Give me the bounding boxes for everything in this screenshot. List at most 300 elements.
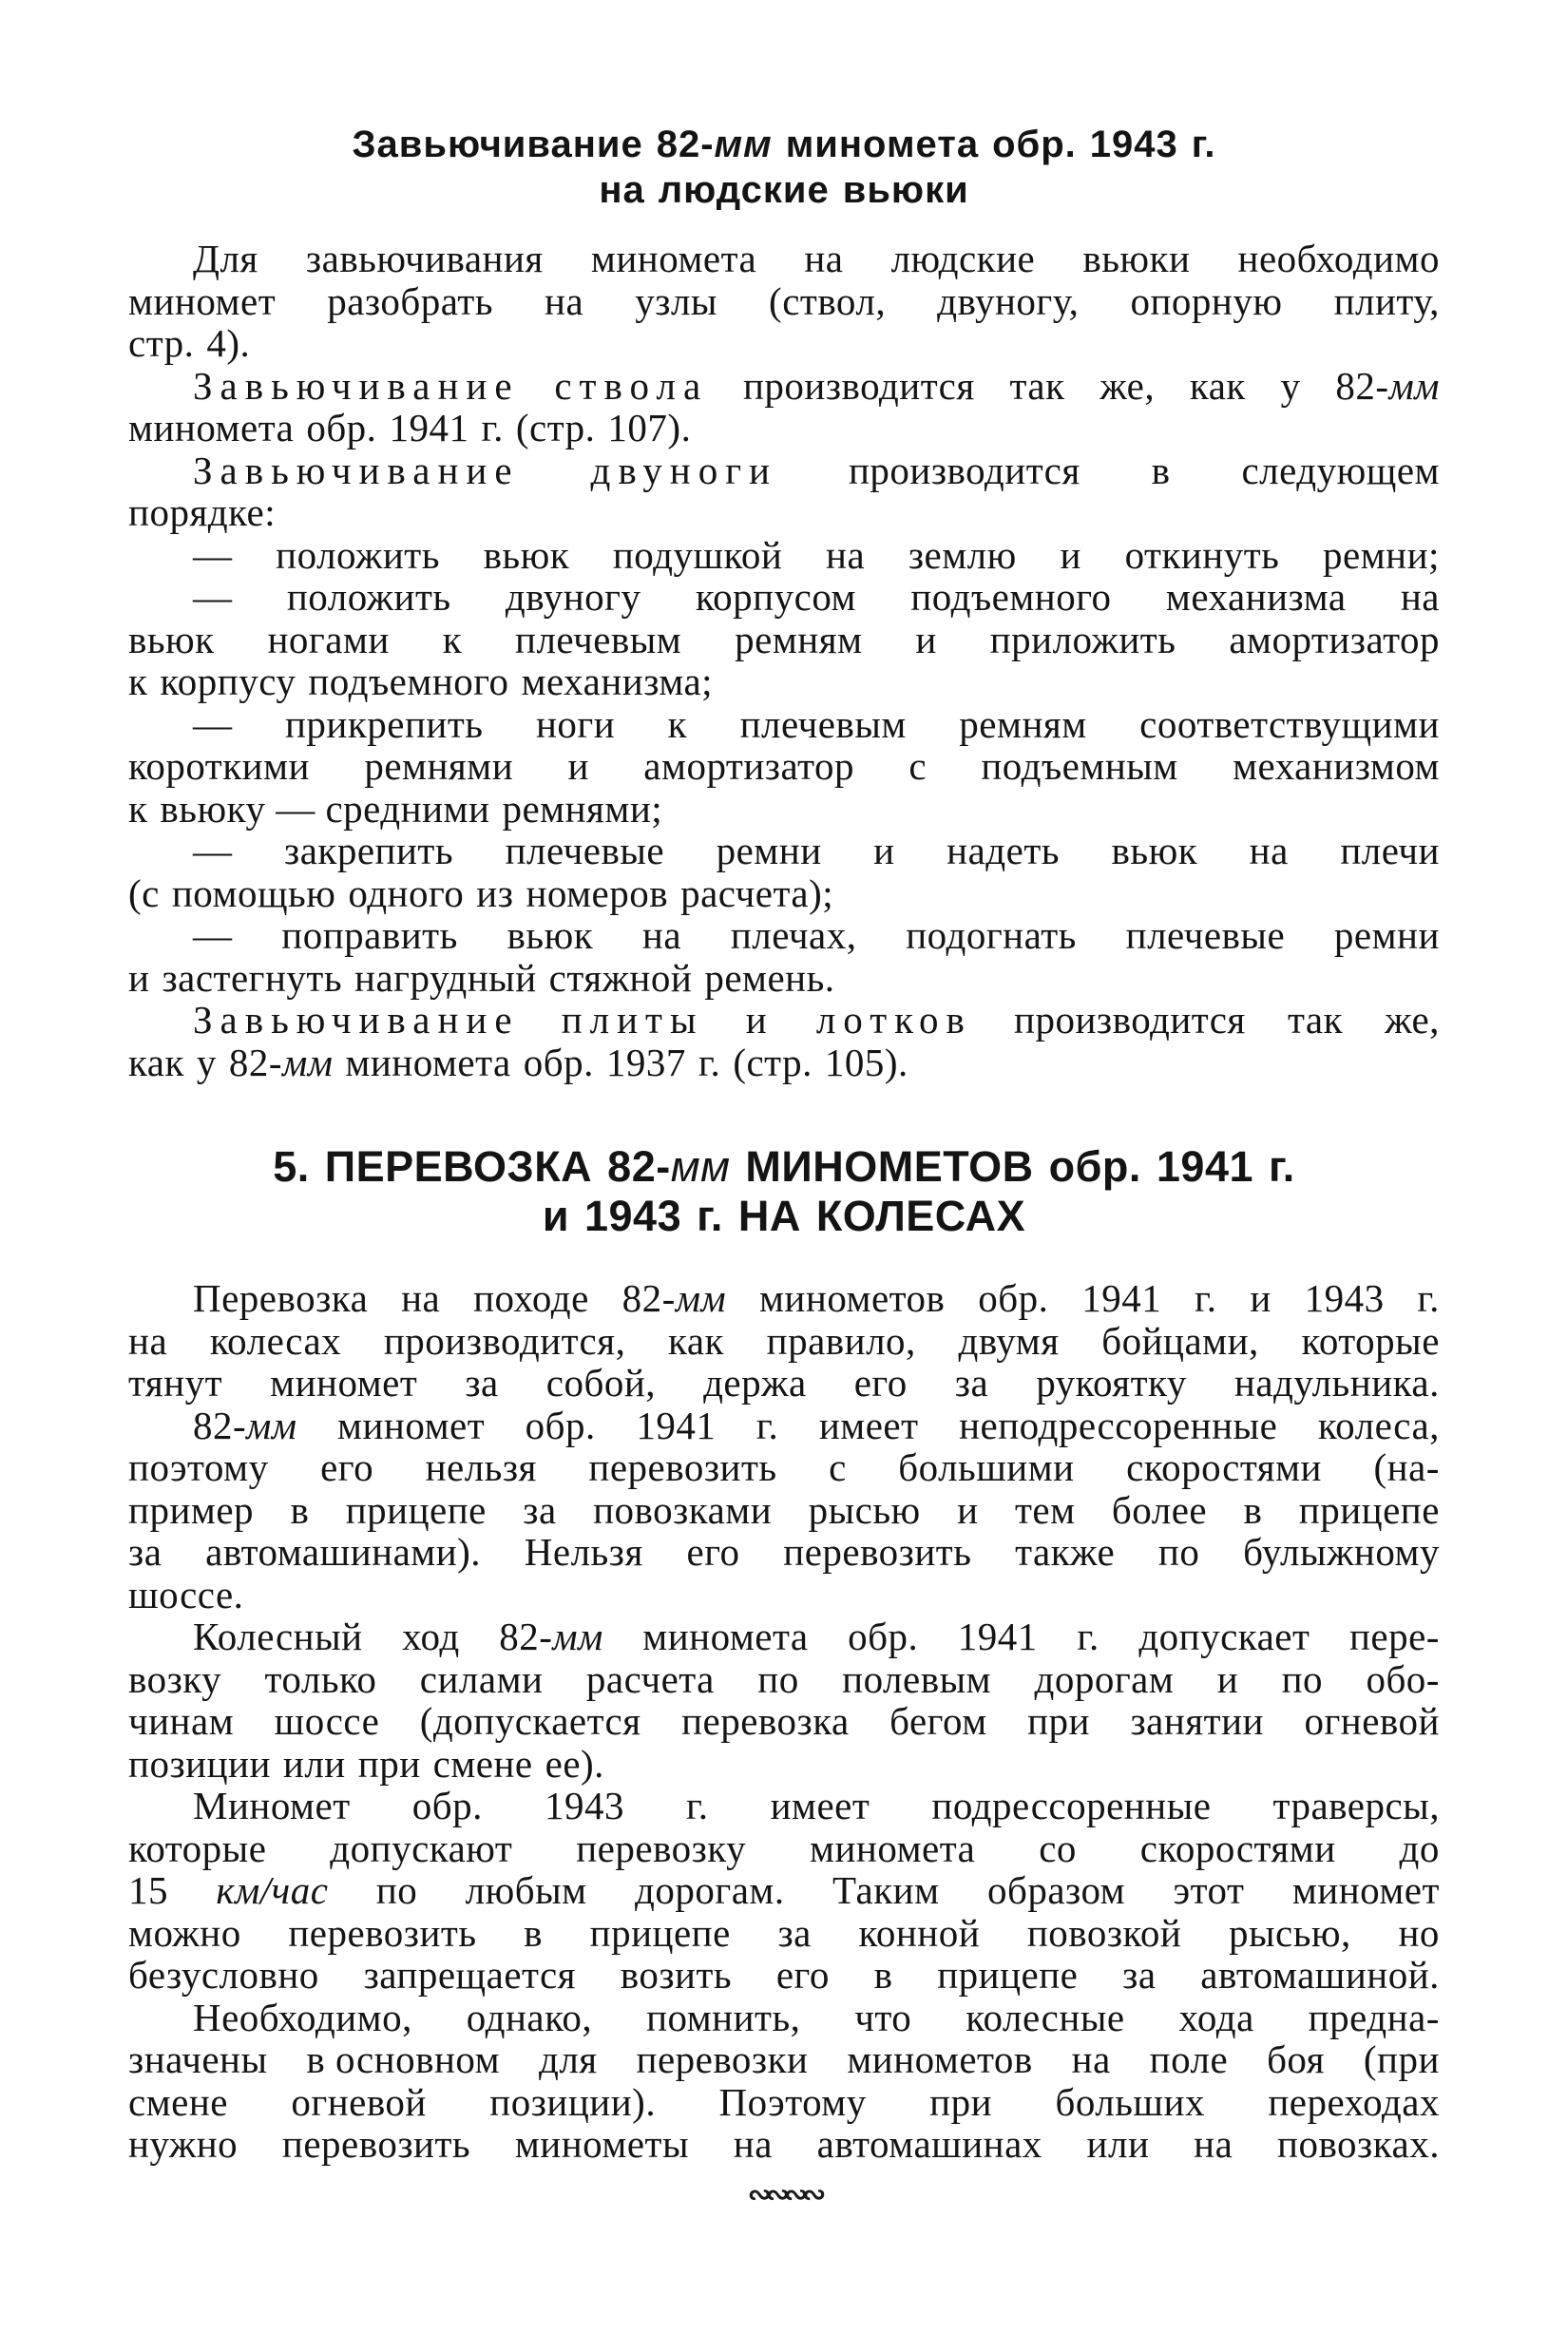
word: плечевым xyxy=(515,617,682,661)
word: Поэтому xyxy=(718,2079,867,2124)
word: обр. xyxy=(525,1403,596,1447)
word: 1941 xyxy=(957,1615,1038,1658)
word: миномета xyxy=(590,237,757,280)
word: минометы xyxy=(514,2122,689,2166)
text-line xyxy=(128,745,1440,788)
text-line xyxy=(128,1827,1440,1870)
word: правило, xyxy=(766,1318,916,1363)
word: нельзя xyxy=(425,1445,537,1489)
text-line xyxy=(128,1489,1440,1532)
word: вьюк xyxy=(507,913,594,957)
caliber-number: 82- xyxy=(656,124,715,165)
word: прицепе xyxy=(345,1487,487,1532)
word: плиту, xyxy=(1333,278,1440,323)
word: большими xyxy=(898,1445,1075,1489)
word: перевозить xyxy=(281,2122,471,2166)
word: — xyxy=(193,829,233,872)
word: при xyxy=(1027,1699,1090,1743)
word: и xyxy=(873,829,895,872)
word: производится xyxy=(1014,998,1246,1042)
word: повозкой xyxy=(1026,1910,1182,1955)
word: расчета); xyxy=(680,870,834,915)
word: г. xyxy=(1191,124,1216,165)
word: амортизатор xyxy=(1229,617,1440,661)
word: значены xyxy=(128,2037,268,2081)
word: так xyxy=(1287,998,1344,1042)
word: чинам xyxy=(128,1699,235,1743)
word: — xyxy=(193,913,233,957)
word: допускают xyxy=(330,1826,513,1870)
word: механизмом xyxy=(1233,744,1440,788)
word: подрессоренные xyxy=(931,1784,1212,1827)
word: допускает xyxy=(1138,1615,1310,1658)
word: у xyxy=(1280,363,1301,408)
word: шоссе xyxy=(274,1699,380,1743)
caliber: 82-мм xyxy=(499,1615,603,1658)
word: же, xyxy=(1385,998,1440,1042)
word: позиции). xyxy=(489,2079,657,2124)
word: с xyxy=(908,744,927,788)
word: за xyxy=(523,1487,557,1532)
word: на xyxy=(804,237,844,280)
word: прицепе xyxy=(1298,1487,1440,1532)
word: надульника. xyxy=(1233,1361,1440,1405)
caliber: 82-мм xyxy=(607,1142,731,1191)
text-line xyxy=(128,830,1440,872)
word: Для xyxy=(193,237,258,280)
word: вьюку — средними xyxy=(160,786,490,831)
word: 1937 xyxy=(605,1040,686,1084)
word: что xyxy=(854,1995,912,2039)
word: в основном xyxy=(306,2037,501,2081)
text-line xyxy=(128,1869,1440,1912)
text-line xyxy=(128,2081,1440,2124)
word: перевозить xyxy=(783,1530,972,1574)
word: корпусу xyxy=(160,660,296,703)
word: 4). xyxy=(206,321,251,365)
text-line xyxy=(128,407,1440,449)
word: в xyxy=(290,1487,310,1532)
word: автомашиной. xyxy=(1200,1953,1440,1997)
word: и xyxy=(915,617,937,661)
word: тянут xyxy=(128,1361,223,1405)
word: КОЛЕСАХ xyxy=(815,1192,1026,1240)
word: и xyxy=(1250,1276,1272,1320)
word: вьюк xyxy=(1111,829,1198,872)
word: г. xyxy=(1077,1615,1100,1658)
word: более xyxy=(1111,1487,1208,1532)
word: конной xyxy=(858,1910,981,1955)
word: помнить, xyxy=(646,1995,801,2039)
word: миномета xyxy=(785,124,980,165)
word: к xyxy=(442,617,463,661)
word: полевым xyxy=(842,1656,992,1701)
word: 1941 xyxy=(389,406,469,449)
word: шоссе. xyxy=(128,1572,244,1616)
word: больших xyxy=(1055,2079,1205,2124)
word: 1941 xyxy=(1156,1142,1254,1191)
text-block-wheel-transport xyxy=(128,1277,1440,2166)
text-line xyxy=(128,1954,1440,1997)
word: траверсы, xyxy=(1272,1784,1440,1827)
word: завьючивания xyxy=(305,237,544,280)
word: обр. xyxy=(848,1615,919,1658)
word: вьюки xyxy=(1082,237,1191,280)
word: землю xyxy=(908,532,1017,577)
text-line xyxy=(128,576,1440,619)
word: подъемным xyxy=(981,744,1178,788)
word: минометов xyxy=(758,1276,946,1320)
text-line xyxy=(128,1785,1440,1827)
word: рысью, xyxy=(1228,1910,1351,1955)
word: 1943 xyxy=(1304,1276,1385,1320)
word: обр. xyxy=(411,1784,483,1827)
word: бойцами, xyxy=(1101,1318,1259,1363)
word: Завьючивание xyxy=(193,363,520,408)
word: 105). xyxy=(824,1040,908,1084)
word: (стр. xyxy=(515,406,596,449)
word: застегнуть xyxy=(162,955,343,1000)
word: для xyxy=(538,2037,598,2081)
word: хода xyxy=(1178,1995,1254,2039)
word: поэтому xyxy=(128,1445,269,1489)
word: и xyxy=(745,998,774,1042)
word: лотков xyxy=(815,998,972,1042)
text-line xyxy=(128,957,1440,1000)
word: разобрать xyxy=(327,278,493,323)
word: ремень. xyxy=(704,955,835,1000)
word: ремни xyxy=(1333,913,1440,957)
word: следующем xyxy=(1241,448,1440,492)
word: обр. xyxy=(978,1276,1049,1320)
unit-mm: мм xyxy=(714,124,773,165)
word: (при xyxy=(1363,2037,1440,2081)
text-line xyxy=(128,1700,1440,1743)
word: механизма xyxy=(1165,575,1347,619)
word: вьюк xyxy=(128,617,215,661)
text-block-pack-loading xyxy=(128,238,1440,1083)
text-line xyxy=(128,1446,1440,1489)
word: 1941 xyxy=(1081,1276,1162,1320)
word: нагрудный xyxy=(354,955,537,1000)
word: двуноги xyxy=(590,448,777,492)
word: Завьючивание xyxy=(193,448,520,492)
word: (допускается xyxy=(419,1699,641,1743)
caliber: 82-мм xyxy=(193,1403,297,1447)
word: дорогам xyxy=(1034,1656,1175,1701)
word: по xyxy=(1281,1656,1324,1701)
word: Необходимо, xyxy=(193,1995,412,2039)
word: до xyxy=(1399,1826,1440,1870)
word: по xyxy=(375,1868,418,1912)
word: миномета xyxy=(345,1040,511,1084)
word: — xyxy=(193,532,233,577)
word: ее). xyxy=(545,1741,604,1786)
word: и xyxy=(542,1192,569,1240)
word: миномета xyxy=(810,1826,976,1870)
word: подъемного xyxy=(910,575,1112,619)
word: людские xyxy=(890,237,1036,280)
word: стр. xyxy=(128,321,195,365)
word: 1943 xyxy=(544,1784,624,1827)
word: миномета xyxy=(642,1615,809,1658)
word: 1943 xyxy=(1089,124,1178,165)
word: Нельзя xyxy=(524,1530,643,1574)
text-line xyxy=(128,914,1440,957)
word: 15 xyxy=(128,1868,168,1912)
word: которые xyxy=(128,1826,267,1870)
word: или xyxy=(282,1741,346,1786)
word: механизма; xyxy=(521,660,714,703)
caliber xyxy=(657,122,773,167)
word: ПЕРЕВОЗКА xyxy=(324,1142,593,1191)
word: колеса, xyxy=(1317,1403,1440,1447)
word: ремнями xyxy=(364,744,514,788)
word: также xyxy=(1015,1530,1116,1574)
text-line xyxy=(128,1531,1440,1574)
text-line xyxy=(128,2038,1440,2081)
text-line xyxy=(128,280,1440,323)
word: производится xyxy=(848,448,1080,492)
word: огневой xyxy=(291,2079,427,2124)
word: скоростями xyxy=(1126,1445,1323,1489)
word: двумя xyxy=(958,1318,1060,1363)
end-ornament-icon: ∾∾∾∾ xyxy=(747,2178,821,2211)
word: колесные xyxy=(966,1995,1125,2039)
word: миномет xyxy=(128,278,277,323)
text-line xyxy=(128,1362,1440,1405)
word: возку xyxy=(128,1656,222,1701)
word: г. xyxy=(697,1192,723,1240)
word: обо- xyxy=(1366,1656,1440,1701)
word: собой, xyxy=(545,1361,657,1405)
word: на xyxy=(1071,2037,1111,2081)
word: вьюк xyxy=(483,532,570,577)
word: Колесный xyxy=(193,1615,363,1658)
word: но xyxy=(1398,1910,1440,1955)
word: повозках. xyxy=(1277,2122,1440,2166)
word: опорную xyxy=(1130,278,1283,323)
word: ствола xyxy=(554,363,709,408)
word: 1941 xyxy=(636,1403,717,1447)
section-title xyxy=(128,1142,1440,1241)
word: перевозить xyxy=(588,1445,777,1489)
word: смене xyxy=(432,1741,533,1786)
section-title-line-2 xyxy=(128,1192,1440,1241)
word: ремни xyxy=(716,829,822,872)
text-line xyxy=(128,1616,1440,1658)
word: производится, xyxy=(383,1318,626,1363)
text-line xyxy=(128,1658,1440,1701)
word: из xyxy=(476,870,514,915)
word: скоростями xyxy=(1139,1826,1336,1870)
word: рукоятку xyxy=(1036,1361,1187,1405)
word: по xyxy=(757,1656,799,1701)
word: обр. xyxy=(992,124,1077,165)
word: (стр. xyxy=(733,1040,813,1084)
word: неподрессоренные xyxy=(959,1403,1278,1447)
word: миномет xyxy=(337,1403,486,1447)
word: двуногу xyxy=(505,575,641,619)
word: ноги xyxy=(535,701,616,746)
word: плечи xyxy=(1340,829,1440,872)
word: на xyxy=(826,532,866,577)
word: обр. xyxy=(523,1040,594,1084)
word: порядке: xyxy=(128,490,277,534)
word: км/час xyxy=(216,1868,329,1912)
word: прицепе xyxy=(589,1910,731,1955)
word: расчета xyxy=(585,1656,715,1701)
word: походе xyxy=(473,1276,589,1320)
word: людские xyxy=(658,169,830,211)
word: переходах xyxy=(1268,2079,1440,2124)
word: МИНОМЕТОВ xyxy=(745,1142,1034,1191)
word: пере- xyxy=(1348,1615,1440,1658)
word: плечевые xyxy=(505,829,665,872)
word: его xyxy=(686,1530,740,1574)
word: положить xyxy=(276,532,440,577)
subsection-heading xyxy=(128,122,1440,213)
text-line xyxy=(128,534,1440,577)
word: обр. xyxy=(306,406,377,449)
word: поле xyxy=(1149,2037,1229,2081)
word: помощью xyxy=(171,870,336,915)
text-line xyxy=(128,491,1440,534)
word: производится xyxy=(742,363,975,408)
word: ногами xyxy=(267,617,390,661)
word: и xyxy=(128,955,150,1000)
word: бегом xyxy=(889,1699,987,1743)
heading-line-2 xyxy=(128,167,1440,213)
text-line xyxy=(128,449,1440,492)
word: в xyxy=(1151,448,1171,492)
word: безусловно xyxy=(128,1953,319,1997)
word: повозками xyxy=(593,1487,773,1532)
word: однако, xyxy=(466,1995,593,2039)
word: (ствол, xyxy=(769,278,887,323)
word: г. xyxy=(1195,1276,1217,1320)
caliber: 82-мм xyxy=(228,1040,334,1084)
word: перевозку xyxy=(576,1826,747,1870)
word: рысью xyxy=(808,1487,921,1532)
word: — xyxy=(193,575,233,619)
word: предна- xyxy=(1308,1995,1440,2039)
word: Завьючивание xyxy=(193,998,520,1042)
word: амортизатор xyxy=(643,744,854,788)
word: только xyxy=(264,1656,377,1701)
word: на xyxy=(401,1276,441,1320)
word: плечах, xyxy=(730,913,857,957)
word: возить xyxy=(620,1953,733,1997)
word: миномета xyxy=(128,406,295,449)
word: у xyxy=(196,1040,217,1084)
word: в xyxy=(1243,1487,1263,1532)
word: его xyxy=(853,1361,908,1405)
word: необходимо xyxy=(1237,237,1440,280)
word: при xyxy=(929,2079,993,2124)
word: прицепе xyxy=(937,1953,1079,1997)
word: за xyxy=(128,1530,163,1574)
word: стяжной xyxy=(548,955,693,1000)
word: со xyxy=(1039,1826,1077,1870)
word: автомашинами). xyxy=(205,1530,482,1574)
word: короткими xyxy=(128,744,310,788)
word: колесах xyxy=(209,1318,342,1363)
word: огневой xyxy=(1304,1699,1440,1743)
word: и xyxy=(957,1487,979,1532)
heading-line-1 xyxy=(128,122,1440,167)
word: миномет xyxy=(1291,1868,1440,1912)
word: за xyxy=(954,1361,989,1405)
word: номеров xyxy=(526,870,669,915)
word: г. xyxy=(698,1040,721,1084)
word: на xyxy=(1400,575,1440,619)
word: как xyxy=(668,1318,724,1363)
word: этот xyxy=(1173,1868,1245,1912)
text-line xyxy=(128,1405,1440,1447)
word: 107). xyxy=(607,406,692,449)
word: подушкой xyxy=(612,532,783,577)
word: подогнать xyxy=(906,913,1077,957)
word: на xyxy=(545,278,584,323)
word: Перевозка xyxy=(193,1276,369,1320)
word: г. xyxy=(1269,1142,1295,1191)
word: ремням xyxy=(959,701,1087,746)
word: откинуть xyxy=(1124,532,1280,577)
word: приложить xyxy=(989,617,1176,661)
text-line xyxy=(128,2123,1440,2166)
word: корпусом xyxy=(695,575,856,619)
word: булыжному xyxy=(1243,1530,1440,1574)
word: плечевым xyxy=(739,701,907,746)
word: нужно xyxy=(128,2122,239,2166)
word: к xyxy=(128,786,148,831)
word: двуногу, xyxy=(937,278,1080,323)
book-page xyxy=(128,122,1440,2166)
word: его xyxy=(320,1445,374,1489)
word: или xyxy=(1086,2122,1150,2166)
text-line xyxy=(128,1277,1440,1320)
word: (на- xyxy=(1373,1445,1440,1489)
word: плиты xyxy=(561,998,704,1042)
word: г. xyxy=(481,406,504,449)
word: запрещается xyxy=(363,1953,576,1997)
word: 1943 xyxy=(583,1192,682,1240)
word: же, xyxy=(1100,363,1156,408)
word: перевозка xyxy=(681,1699,850,1743)
word: Таким xyxy=(832,1868,940,1912)
word: как xyxy=(1189,363,1246,408)
word: образом xyxy=(986,1868,1126,1912)
word: занятии xyxy=(1130,1699,1264,1743)
word: держа xyxy=(703,1361,807,1405)
word: любым xyxy=(465,1868,587,1912)
word: г. xyxy=(686,1784,709,1827)
word: тем xyxy=(1014,1487,1076,1532)
word: к xyxy=(128,660,148,703)
text-line xyxy=(128,619,1440,661)
word: соответствущими xyxy=(1139,701,1440,746)
word: г. xyxy=(1417,1276,1440,1320)
word: ремнями; xyxy=(502,786,663,831)
word: подъемного xyxy=(308,660,509,703)
word: ремням xyxy=(735,617,863,661)
word: как xyxy=(128,1040,184,1084)
word: ремни; xyxy=(1323,532,1440,577)
text-line xyxy=(128,1320,1440,1363)
word: закрепить xyxy=(284,829,454,872)
word: позиции xyxy=(128,1741,271,1786)
